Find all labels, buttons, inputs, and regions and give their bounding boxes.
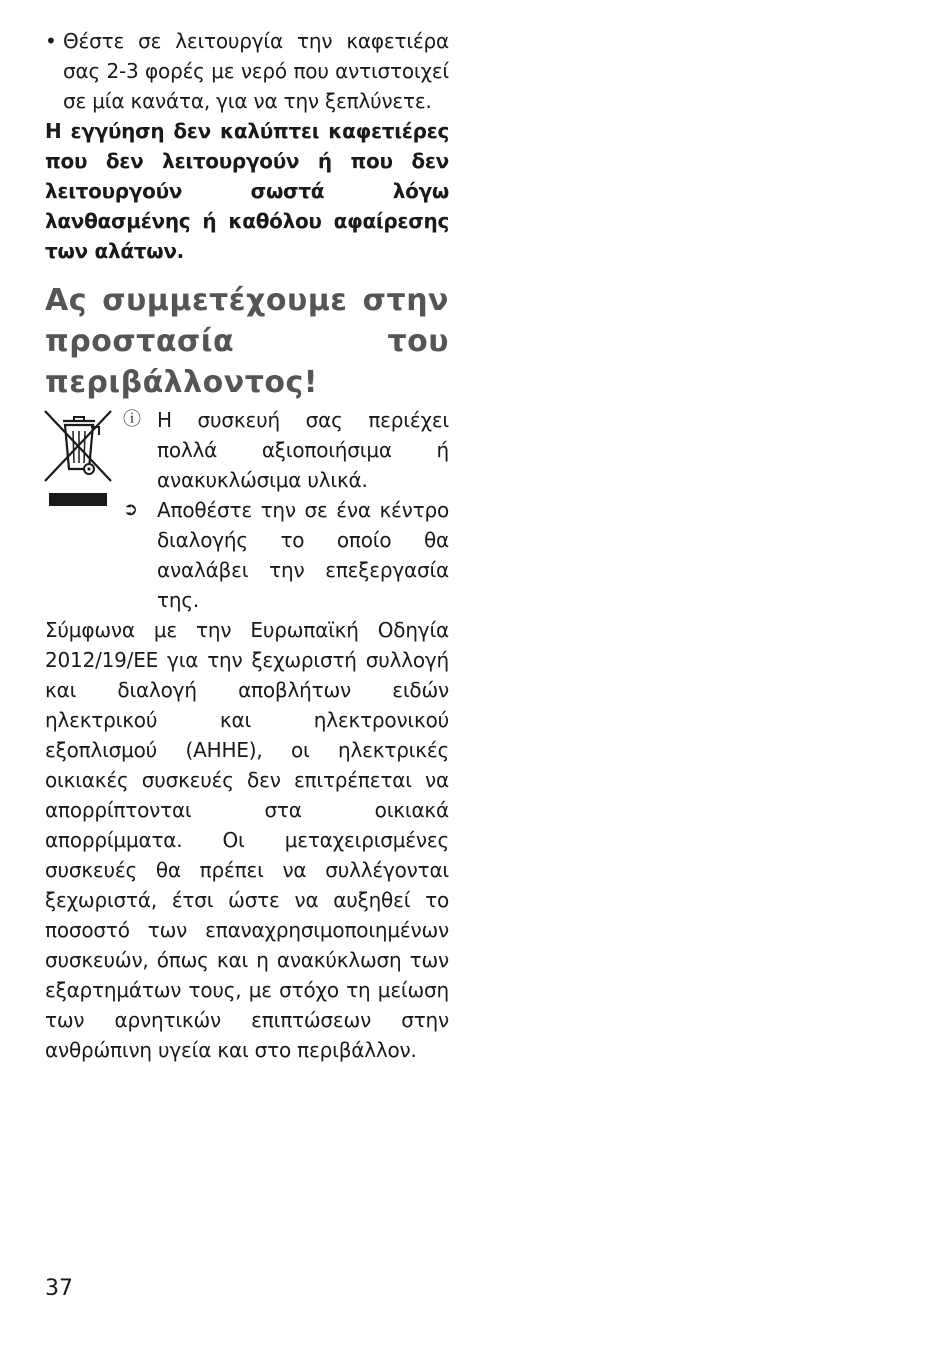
info-item bbox=[123, 495, 449, 615]
info-items bbox=[123, 405, 449, 615]
info-icon: ⓘ bbox=[123, 409, 141, 430]
bullet-text: Θέστε σε λειτουργία την καφετιέρα σας 2-3 φορές με νερό που αντιστοιχεί σε μία κανάτα, για να την ξεπλύνετε. bbox=[63, 29, 449, 113]
directive-paragraph: Σύμφωνα με την Ευρωπαϊκή Οδηγία 2012/19/ΕΕ για την ξεχωριστή συλλογή και διαλογή αποβλήτων ειδών ηλεκτρικού και ηλεκτρονικού εξοπλισμού (ΑΗΗΕ), οι ηλεκτρικές οικιακές συσκευές δεν επιτρέπεται να απορρίπτονται στα οικιακά απορρίμματα. Οι μεταχειρισμένες συσκευές θα πρέπει να συλλέγονται ξεχωριστά, έτσι ώστε να αυξηθεί το ποσοστό των επαναχρησιμοποιημένων συσκευών, όπως και η ανακύκλωση των εξαρτημάτων τους, με στόχο τη μείωση των αρνητικών επιπτώσεων στην ανθρώπινη υγεία και στο περιβάλλον. bbox=[45, 618, 449, 1062]
weee-symbol bbox=[45, 405, 123, 615]
recycling-info-block bbox=[45, 405, 449, 615]
bullet-mark: • bbox=[45, 29, 57, 53]
crossed-out-wheelie-bin-icon bbox=[43, 407, 115, 507]
section-heading: Ας συμμετέχουμε στην προστασία του περιβάλλοντος! bbox=[45, 283, 449, 400]
info-item-text: Η συσκευή σας περιέχει πολλά αξιοποιήσιμα ή ανακυκλώσιμα υλικά. bbox=[157, 408, 449, 492]
info-item bbox=[123, 405, 449, 495]
warranty-warning: Η εγγύηση δεν καλύπτει καφετιέρες που δεν λειτουργούν ή που δεν λειτουργούν σωστά λόγω λανθασμένης ή καθόλου αφαίρεσης των αλάτων. bbox=[45, 119, 449, 263]
text-column bbox=[45, 26, 449, 1065]
bullet-item bbox=[45, 26, 449, 116]
info-item-text: Αποθέστε την σε ένα κέντρο διαλογής το οποίο θα αναλάβει την επεξεργασία της. bbox=[157, 498, 449, 612]
page-number: 37 bbox=[45, 1276, 73, 1301]
arrow-icon: ➲ bbox=[123, 499, 139, 520]
